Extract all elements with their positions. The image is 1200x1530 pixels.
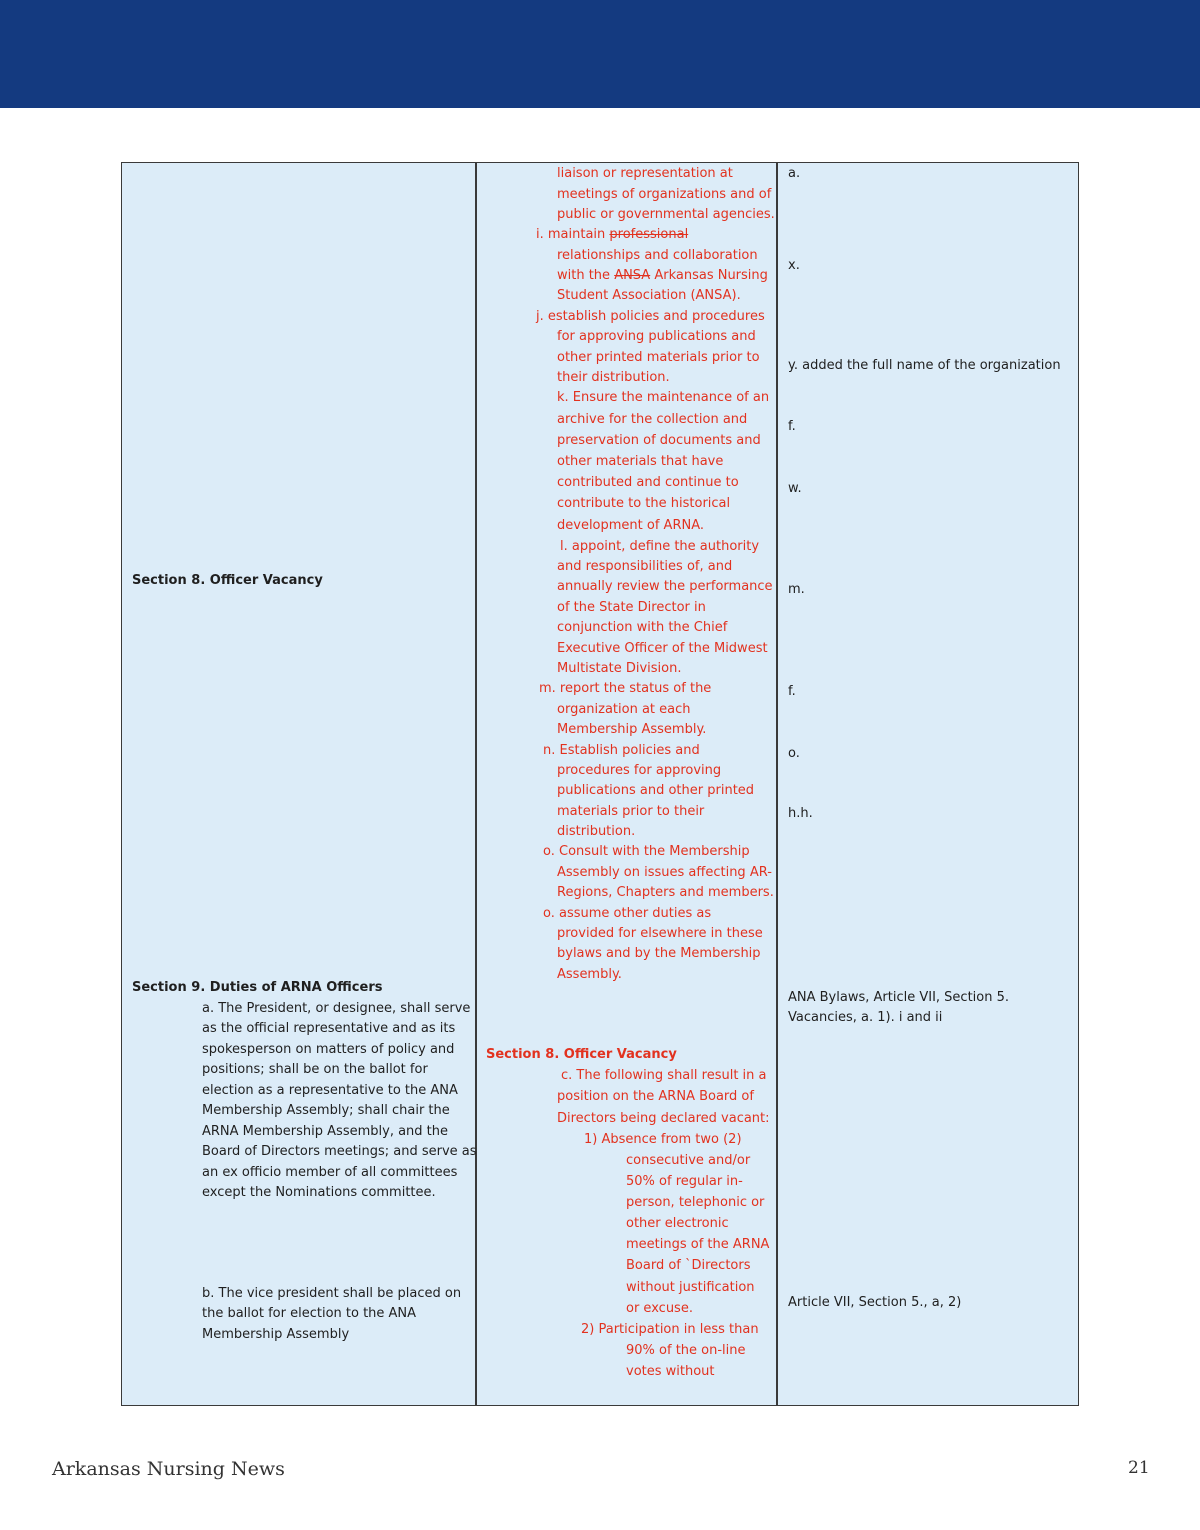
vacancy-line: other electronic bbox=[626, 1216, 729, 1231]
revision-line: n. Establish policies and bbox=[543, 743, 700, 758]
rationale-y: y. added the full name of the organization bbox=[788, 358, 1061, 373]
revision-line: annually review the performance bbox=[557, 579, 773, 594]
vacancy-line: person, telephonic or bbox=[626, 1195, 765, 1210]
revision-line: Assembly on issues affecting AR- bbox=[557, 865, 772, 880]
rationale-hh: h.h. bbox=[788, 806, 813, 821]
vacancy-line: 1) Absence from two (2) bbox=[584, 1132, 742, 1147]
struck-text: ANSA bbox=[614, 268, 651, 283]
para-a-line: except the Nominations committee. bbox=[202, 1185, 436, 1200]
vacancy-line: meetings of the ARNA bbox=[626, 1237, 770, 1252]
publication-name: Arkansas Nursing News bbox=[52, 1458, 285, 1480]
vacancy-line: 90% of the on-line bbox=[626, 1343, 746, 1358]
vacancy-line: 2) Participation in less than bbox=[581, 1322, 759, 1337]
revision-line: o. Consult with the Membership bbox=[543, 844, 750, 859]
revision-line: organization at each bbox=[557, 702, 691, 717]
vacancy-line: 50% of regular in- bbox=[626, 1174, 743, 1189]
vacancy-line: without justification bbox=[626, 1280, 755, 1295]
revision-line: o. assume other duties as bbox=[543, 906, 712, 921]
revision-line: meetings of organizations and of bbox=[557, 187, 772, 202]
revision-line: their distribution. bbox=[557, 370, 670, 385]
revision-line: l. appoint, define the authority bbox=[560, 539, 760, 554]
revised-section8-title: Officer Vacancy bbox=[563, 1047, 677, 1062]
rationale-f: f. bbox=[788, 684, 796, 699]
revision-line: contribute to the historical bbox=[557, 496, 731, 511]
revision-line: for approving publications and bbox=[557, 329, 756, 344]
revision-line: Executive Officer of the Midwest bbox=[557, 641, 768, 656]
revision-line: provided for elsewhere in these bbox=[557, 926, 763, 941]
revision-line: of the State Director in bbox=[557, 600, 706, 615]
revised-section8-heading bbox=[486, 1047, 677, 1063]
para-a-line: election as a representative to the ANA bbox=[202, 1083, 458, 1098]
section8-heading: Section 8. Officer Vacancy bbox=[132, 573, 323, 588]
rationale-a: a. bbox=[788, 166, 801, 181]
revision-line: materials prior to their bbox=[557, 804, 705, 819]
revision-line: Assembly. bbox=[557, 967, 622, 982]
vacancy-line: votes without bbox=[626, 1364, 715, 1379]
rationale-ana-ref: ANA Bylaws, Article VII, Section 5. bbox=[788, 990, 1009, 1005]
rationale-x: x. bbox=[788, 258, 800, 273]
revision-line: contributed and continue to bbox=[557, 475, 739, 490]
revision-line: other materials that have bbox=[557, 454, 724, 469]
bylaws-comparison-table bbox=[121, 162, 1079, 1406]
revision-line: public or governmental agencies. bbox=[557, 207, 775, 222]
para-b-line: b. The vice president shall be placed on bbox=[202, 1286, 462, 1301]
revision-line: m. report the status of the bbox=[539, 681, 712, 696]
para-a-line: an ex officio member of all committees bbox=[202, 1165, 458, 1180]
vacancy-line: consecutive and/or bbox=[626, 1153, 751, 1168]
para-a-line: as the official representative and as its bbox=[202, 1021, 456, 1036]
revision-line: procedures for approving bbox=[557, 763, 722, 778]
column-divider bbox=[475, 163, 477, 1405]
para-a-line: spokesperson on matters of policy and bbox=[202, 1042, 455, 1057]
revision-line: preservation of documents and bbox=[557, 433, 761, 448]
column-divider bbox=[776, 163, 778, 1405]
revision-text: Arkansas Nursing bbox=[650, 268, 768, 283]
para-a-line: Membership Assembly; shall chair the bbox=[202, 1103, 450, 1118]
revision-line bbox=[536, 227, 688, 243]
vacancy-line: or excuse. bbox=[626, 1301, 693, 1316]
rationale-f: f. bbox=[788, 419, 796, 434]
page-number: 21 bbox=[1128, 1458, 1150, 1478]
revision-line: and responsibilities of, and bbox=[557, 559, 733, 574]
revision-line: conjunction with the Chief bbox=[557, 620, 728, 635]
revision-line bbox=[557, 268, 768, 284]
header-band bbox=[0, 0, 1200, 108]
revision-line: Regions, Chapters and members. bbox=[557, 885, 774, 900]
vacancy-line: Board of `Directors bbox=[626, 1258, 751, 1273]
revision-line: Student Association (ANSA). bbox=[557, 288, 741, 303]
revision-line: distribution. bbox=[557, 824, 636, 839]
vacancy-line: c. The following shall result in a bbox=[561, 1068, 767, 1083]
section9-label: Section 9. bbox=[132, 980, 206, 995]
revision-line: j. establish policies and procedures bbox=[536, 309, 765, 324]
rationale-ana-ref: Vacancies, a. 1). i and ii bbox=[788, 1010, 943, 1025]
revision-line: k. Ensure the maintenance of an bbox=[557, 390, 770, 405]
revision-text: i. maintain bbox=[536, 227, 610, 242]
struck-text: professional bbox=[609, 227, 689, 242]
revision-line: other printed materials prior to bbox=[557, 350, 760, 365]
revision-line: bylaws and by the Membership bbox=[557, 946, 761, 961]
revision-line: liaison or representation at bbox=[557, 166, 733, 181]
section9-title: Duties of ARNA Officers bbox=[209, 980, 383, 995]
revision-line: development of ARNA. bbox=[557, 518, 704, 533]
revision-text: with the bbox=[557, 268, 615, 283]
para-a-line: positions; shall be on the ballot for bbox=[202, 1062, 428, 1077]
para-a-line: ARNA Membership Assembly, and the bbox=[202, 1124, 449, 1139]
rationale-o: o. bbox=[788, 746, 800, 761]
revision-line: Membership Assembly. bbox=[557, 722, 707, 737]
section9-heading bbox=[132, 980, 382, 996]
rationale-w: w. bbox=[788, 481, 802, 496]
revised-section8-label: Section 8. bbox=[486, 1047, 560, 1062]
revision-line: archive for the collection and bbox=[557, 412, 748, 427]
revision-line: Multistate Division. bbox=[557, 661, 682, 676]
para-a-line: Board of Directors meetings; and serve as bbox=[202, 1144, 477, 1159]
vacancy-line: Directors being declared vacant: bbox=[557, 1111, 770, 1126]
vacancy-line: position on the ARNA Board of bbox=[557, 1089, 754, 1104]
para-b-line: the ballot for election to the ANA bbox=[202, 1306, 417, 1321]
para-b-line: Membership Assembly bbox=[202, 1327, 350, 1342]
revision-line: relationships and collaboration bbox=[557, 248, 758, 263]
rationale-article-ref: Article VII, Section 5., a, 2) bbox=[788, 1295, 962, 1310]
rationale-m: m. bbox=[788, 582, 805, 597]
revision-line: publications and other printed bbox=[557, 783, 755, 798]
para-a-line: a. The President, or designee, shall serve bbox=[202, 1001, 471, 1016]
